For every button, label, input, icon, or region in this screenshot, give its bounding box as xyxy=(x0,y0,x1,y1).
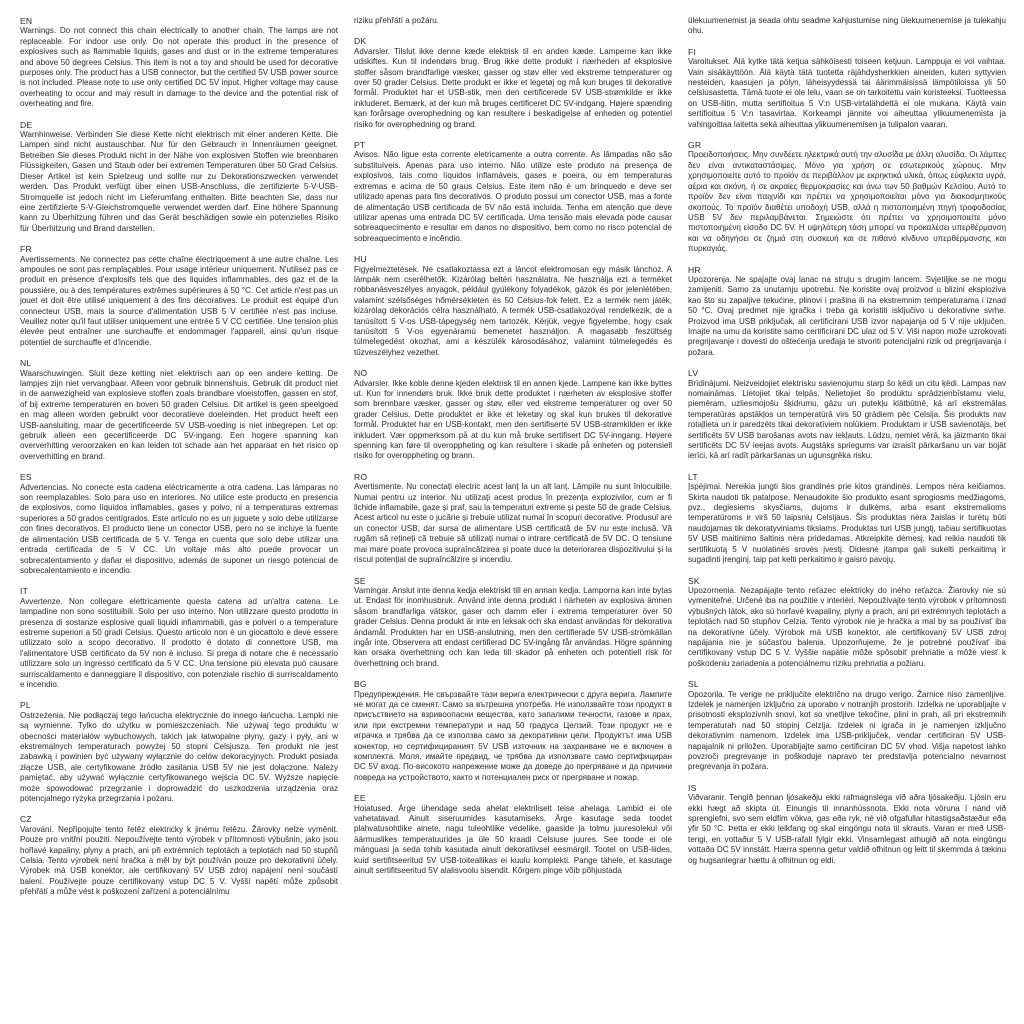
column-1 xyxy=(20,16,338,1016)
language-code: PT xyxy=(354,140,366,151)
warning-section-en xyxy=(20,16,338,110)
warning-text: Viðvaranir. Tengið þennan ljósakeðju ekki rafmagnslega við aðra ljósakeðju. Ljósin eru ekki hægt að skipta út. Einungis til innanhússnota. Ekki nota vöruna í nánd við sprengiefni, svo sem eldfim vökva, gas eða ryk, né við ofgafullar hitastigsaðstæður eða yfir 50 °C. Þetta er ekki leikfang og skal eingöngu nota til skrauts. Varan er með USB-tengi, en vottaður 5 V USB-rafall fylgir ekki. Vinsamlegast athugið að nota eingöngu vottaða DC 5V innstátt. Hærra spenna getur valdið ofhitnun og leitt til skemmda á tækinu og hugsanlegrar hættu á ofhitnun og eldi. xyxy=(688,793,1006,865)
language-code: DE xyxy=(20,119,33,130)
language-code: GR xyxy=(688,140,702,151)
warning-continuation xyxy=(354,16,672,26)
warning-section-de xyxy=(20,120,338,234)
warning-section-hu xyxy=(354,254,672,358)
language-code: NO xyxy=(354,368,368,379)
warning-text: Avertissements. Ne connectez pas cette chaîne électriquement à une autre chaîne. Les ampoules ne sont pas remplaçables. Pour usage intérieur uniquement. N'utilisez pas ce produit en présence d'explosifs tels que des liquides inflammables, des gaz et de la poussière, ou à des températures extrêmes supérieures à 50 °C. Cet article n'est pas un jouet et doit être utilisé uniquement à des fins décoratives. Le produit est équipé d'un connecteur USB, mais la source d'alimentation USB 5 V certifiée n'est pas incluse. Veuillez noter qu'il faut utiliser uniquement une entrée 5 V CC certifiée. Une tension plus élevée peut entraîner une surchauffe et endommager l'appareil, ainsi qu'un risque potentiel de surchauffe et d'incendie. xyxy=(20,254,338,347)
language-code: IS xyxy=(688,782,697,793)
warning-text: Advarsler. Ikke koble denne kjeden elektrisk til en annen kjede. Lampene kan ikke byttes ut. Kun for innendørs bruk. Ikke bruk dette produktet i nærheten av eksplosive stoffer som brennbare væsker, gasser og støv, eller ved ekstreme temperaturer og over 50 grader Celsius. Dette produktet er ikke et leketøy og skal kun brukes til dekorative formål. Produktet har en USB-kontakt, men den sertifiserte 5V USB-strømkilden er ikke inkludert. Vær oppmerksom på at du kun må bruke sertifisert DC 5V-inngang. Høyere spenning kan føre til overoppheting og kan resultere i skade på enheten og potensiell risiko for overoppheting og brann. xyxy=(354,378,672,461)
warning-section-sk xyxy=(688,576,1006,670)
warning-text: Avvertenze. Non collegare elettricamente questa catena ad un'altra catena. Le lampadine non sono sostituibili. Solo per uso interno. Non utilizzare questo prodotto in presenza di sostanze esplosive quali liquidi infiammabili, gas e polveri o a temperature estreme superiori a 50 gradi Celsius. Questo articolo non è un giocattolo e deve essere utilizzato solo a scopo decorativo. Il prodotto è dotato di connettore USB, ma l'alimentatore USB certificato da 5V non è incluso. Si prega di notare che è necessario utilizzare solo un ingresso certificato da 5 V CC. Una tensione più elevata può causare surriscaldamento e danneggiare il dispositivo, con potenziale rischio di surriscaldamento e incendio. xyxy=(20,596,338,689)
language-code: ES xyxy=(20,472,32,483)
language-code: DK xyxy=(354,36,367,47)
warning-text: Varningar. Anslut inte denna kedja elektriskt till en annan kedja. Lamporna kan inte bytas ut. Endast för inomhusbruk. Använd inte denna produkt i närheten av explosiva ämnen såsom brandfarliga vätskor, gaser och damm eller i extrema temperaturer över 50 grader Celsius. Denna produkt är inte en leksak och ska endast användas för dekorativa ändamål. Produkten har en USB-anslutning, men den certifierade 5V USB-strömkällan ingår inte. Observera att endast certifierad DC 5V-ingång får användas. Högre spänning kan orsaka överhettning och kan leda till skador på enheten och potentiell risk för överhettning och brand. xyxy=(354,585,672,668)
language-code: FI xyxy=(688,46,697,57)
warning-continuation xyxy=(688,16,1006,37)
column-3 xyxy=(688,16,1006,1016)
language-code: FR xyxy=(20,244,32,255)
warning-text: Warnhinweise. Verbinden Sie diese Kette nicht elektrisch mit einer anderen Kette. Die Lampen sind nicht austauschbar. Nur für den Gebrauch in Innenräumen geeignet. Betreiben Sie dieses Produkt nicht in der Nähe von explosiven Stoffen wie brennbaren Flüssigkeiten, Gasen und Staub oder bei extremen Temperaturen über 50 Grad Celsius. Dieser Artikel ist kein Spielzeug und sollte nur zu Dekorationszwecken verwendet werden. Das Produkt verfügt über einen USB-Anschluss, die zertifizierte 5-V-USB-Stromquelle ist jedoch nicht im Lieferumfang enthalten. Bitte beachten Sie, dass nur eine zertifizierte 5-V-Gleichstromquelle verwendet werden darf. Eine höhere Spannung kann zu Überhitzung führen und das Gerät beschädigen sowie ein potenzielles Risiko für Überhitzung und Brand darstellen. xyxy=(20,130,338,233)
warning-section-lt xyxy=(688,472,1006,566)
warning-text: Avertismente. Nu conectați electric acest lanț la un alt lanț. Lămpile nu sunt înlocuibile. Numai pentru uz interior. Nu utilizați acest produs în prezența explozivilor, cum ar fi lichide inflamabile, gaze și praf, sau la temperaturi extreme și peste 50 de grade Celsius. Acest articol nu este o jucărie și trebuie utilizat numai în scopuri decorative. Produsul are un conector USB, dar sursa de alimentare USB certificată de 5V nu este inclusă. Vă rugăm să rețineți că trebuie să utilizați numai o intrare certificată de 5V DC. O tensiune mai mare poate provoca supraîncălzirea și poate duce la deteriorarea dispozitivului și la riscul potențial de supraîncălzire și incendiu. xyxy=(354,482,672,565)
warning-section-cz xyxy=(20,814,338,897)
language-code: SK xyxy=(688,575,700,586)
warning-text: Brīdinājumi. Neizveidojiet elektrisku savienojumu starp šo ķēdi un citu ķēdi. Lampas nav nomaināmas. Lietojiet tikai telpās. Nelietojiet šo produktu sprādzienbīstamu vielu, piemēram, uzliesmojošu šķidrumu, gāzu un putekļu klātbūtnē, kā arī ekstremālas temperatūras apstākļos un temperatūrā virs 50 grādiem pēc Celsija. Šis produkts nav rotaļlieta un ir paredzēts tikai dekoratīviem nolūkiem. Produktam ir USB savienotājs, bet sertificēts 5V USB barošanas avots nav iekļauts. Lūdzu, ņemiet vērā, ka jāizmanto tikai sertificēts DC 5V ieejas avots. Augstāks spriegums var izraisīt pārkaršanu un var bojāt ierīci, kā arī radīt pārkaršanas un ugunsgrēka risku. xyxy=(688,378,1006,461)
warning-text: Ostrzeżenia. Nie podłączaj tego łańcucha elektrycznie do innego łańcucha. Lampki nie są wymienne. Tylko do użytku w pomieszczeniach. Nie używaj tego produktu w obecności materiałów wybuchowych, takich jak łatwopalne płyny, gazy i pyły, ani w ekstremalnych temperaturach powyżej 50 stopni Celsjusza. Ten produkt nie jest zabawką i powinien być używany wyłącznie do celów dekoracyjnych. Produkt posiada złącze USB, ale certyfikowane źródło zasilania USB 5V nie jest dołączone. Należy pamiętać, aby używać wyłącznie certyfikowanego wejścia DC 5V. Wyższe napięcie może spowodować przegrzanie i doprowadzić do uszkodzenia urządzenia oraz potencjalnego ryzyka przegrzania i pożaru. xyxy=(20,710,338,804)
warning-section-pt xyxy=(354,140,672,244)
language-code: LV xyxy=(688,368,699,379)
warning-text: Предупреждения. Не свързвайте тази верига електрически с друга верига. Лампите не могат да се сменят. Само за вътрешна употреба. Не използвайте този продукт в присъствието на взривоопасни вещества, като запалими течности, газове и прах, или при екстремни температури и над 50 градуса Целзий. Този продукт не е играчка и трябва да се използва само за декоративни цели. Продуктът има USB конектор, но сертифицираният 5V USB източник на захранване не е включен в комплекта. Моля, имайте предвид, че трябва да използвате само сертифициран DC 5V вход. По-високото напрежение може да доведе до прегряване и да причини повреда на устройството, както и потенциален риск от прегряване и пожар. xyxy=(354,689,672,782)
language-code: LT xyxy=(688,471,698,482)
warning-section-bg xyxy=(354,679,672,783)
warning-section-se xyxy=(354,576,672,670)
warning-section-lv xyxy=(688,368,1006,462)
warning-text: Figyelmeztetések. Ne csatlakoztassa ezt a láncot elektromosan egy másik lánchoz. A lámpák nem cserélhetők. Kizárólag beltéri használatra. Ne használja ezt a terméket robbanásveszélyes anyagok, például gyúlékony folyadékok, gázok és por jelenlétében, valamint szélsőséges hőmérsékleten és 50 Celsius-fok felett. Ez a termék nem játék, kizárólag dekorációs célra használható. A termék USB-csatlakozóval rendelkezik, de a tanúsított 5 V-os USB-tápegység nem tartozék. Kérjük, vegye figyelembe, hogy csak tanúsított 5 V-os egyenáramú bemenetet használjon. A magasabb feszültség túlmelegedést okozhat, ami a készülék károsodásához, valamint túlmelegedés és tűzveszélyhez vezethet. xyxy=(354,264,672,357)
warning-section-sl xyxy=(688,679,1006,773)
warning-section-hr xyxy=(688,265,1006,359)
warning-section-ee xyxy=(354,793,672,876)
warning-text: Warnings. Do not connect this chain electrically to another chain. The lamps are not replaceable. For indoor use only. Do not operate this product in the presence of explosives such as flammable liquids, gases and dust or in the extreme temperatures and above 50 degrees Celsius. This item is not a toy and should be used for decorative purposes only. The product has a USB connector, but the certified 5V USB power source is not included. Please note to use only certified DC 5V input. Higher voltage may cause overheating to occur and may result in damage to the device and the potential risk of overheating and fire. xyxy=(20,26,338,109)
warning-text: Varování. Nepřipojujte tento řetěz elektricky k jinému řetězu. Žárovky nelze vyměnit. Pouze pro vnitřní použití. Nepoužívejte tento výrobek v přítomnosti výbušnin, jako jsou hořlavé kapaliny, plyny a prach, ani při extrémních teplotách a teplotách nad 50 stupňů Celsia. Tento výrobek není hračka a měl by být používán pouze pro dekorativní účely. Výrobek má USB konektor, ale certifikovaný 5V USB zdroj napájení není součástí balení. Používejte pouze certifikovaný vstup DC 5 V. Vyšší napětí může způsobit přehřátí a může vést k poškození zařízení a potenciálnímu xyxy=(20,824,338,897)
warning-text: Opozorila. Te verige ne priključite električno na drugo verigo. Žarnice niso zamenljive. Izdelek je namenjen izključno za uporabo v notranjih prostorih. Izdelka ne uporabljajte v prisotnosti eksplozivnih snovi, kot so vnetljive tekočine, plini in prah, ali pri ekstremnih temperaturah nad 50 stopinj Celzija. Izdelek ni igrača in je namenjen izključno dekorativnim namenom. Izdelek ima USB-priključek, vendar certificiran 5V USB-napajalnik ni priložen. Uporabljajte samo certificiran DC 5V vhod. Višja napetost lahko povzroči pregrevanje in poškoduje napravo ter predstavlja potencialno nevarnost pregrevanja in požara. xyxy=(688,689,1006,772)
warning-text: Waarschuwingen. Sluit deze ketting niet elektrisch aan op een andere ketting. De lampjes zijn niet vervangbaar. Alleen voor gebruik binnenshuis. Gebruik dit product niet in de aanwezigheid van explosieve stoffen zoals brandbare vloeistoffen, gassen en stof, of bij extreme temperaturen en boven 50 graden Celsius. Dit artikel is geen speelgoed en mag alleen worden gebruikt voor decoratieve doeleinden. Het product heeft een USB-aansluiting, maar de gecertificeerde 5V USB-voeding is niet inbegrepen. Let op: gebruik alleen een gecertificeerde DC 5V-ingang. Een hogere spanning kan oververhitting veroorzaken en kan leiden tot schade aan het apparaat en het risico op oververhitting en brand. xyxy=(20,368,338,461)
warning-text: Προειδοποιήσεις. Μην συνδέετε ηλεκτρικά αυτή την αλυσίδα με άλλη αλυσίδα. Οι λάμπες δεν είναι αντικαταστάσιμες. Μόνο για χρήση σε εσωτερικούς χώρους. Μην χρησιμοποιείτε αυτό το προϊόν σε περιβάλλον με εκρηκτικά υλικά, όπως εύφλεκτα υγρά, αέρια και σκόνη, ή σε ακραίες θερμοκρασίες και άνω των 50 βαθμών Κελσίου. Αυτό το προϊόν δεν είναι παιχνίδι και πρέπει να χρησιμοποιείται μόνο για διακοσμητικούς σκοπούς. Το προϊόν διαθέτει υποδοχή USB, αλλά η πιστοποιημένη πηγή τροφοδοσίας USB 5V δεν περιλαμβάνεται. Σημειώστε ότι πρέπει να χρησιμοποιείτε μόνο πιστοποιημένη είσοδο DC 5V. Η υψηλότερη τάση μπορεί να προκαλέσει υπερθέρμανση και να οδηγήσει σε ζημιά στη συσκευή και σε πιθανό κίνδυνο υπερθέρμανσης και πυρκαγιάς. xyxy=(688,150,1006,254)
language-code: HU xyxy=(354,254,367,265)
language-code: RO xyxy=(354,471,368,482)
warning-section-is xyxy=(688,783,1006,866)
language-code: IT xyxy=(20,586,29,597)
warning-section-dk xyxy=(354,36,672,130)
warning-section-pl xyxy=(20,700,338,804)
warning-section-gr xyxy=(688,140,1006,254)
column-2 xyxy=(354,16,672,1016)
warning-section-nl xyxy=(20,358,338,462)
language-code: HR xyxy=(688,264,701,275)
warning-text: Varoitukset. Älä kytke tätä ketjua sähköisesti toiseen ketjuun. Lamppuja ei voi vaihtaa. Vain sisäkäyttöön. Älä käytä tätä tuotetta räjähdysherkkien aineiden, kuten syttyvien nesteiden, kaasujen ja pölyn, läheisyydessä tai äärimmäisissä lämpötiloissa yli 50 celsiusastetta. Tämä tuote ei ole lelu, vaan se on tarkoitettu vain koristeeksi. Tuotteessa on USB-liitin, mutta sertifioitua 5 V:n USB-virtalähdettä ei ole mukana. Käytä vain sertifioitua 5 V:n tasavirtaa. Korkeampi jännite voi aiheuttaa ylikuumenemista ja vahingoittaa laitetta sekä aiheuttaa ylikuumenemisen ja tulipalon vaaran. xyxy=(688,57,1006,129)
warning-section-it xyxy=(20,586,338,690)
warning-section-fr xyxy=(20,244,338,348)
language-code: EE xyxy=(354,793,366,804)
language-code: PL xyxy=(20,700,31,711)
warning-text: riziku přehřátí a požáru. xyxy=(354,16,440,25)
language-code: BG xyxy=(354,679,367,690)
warning-text: Hoiatused. Ärge ühendage seda ahelat elektriliselt teise ahelaga. Lambid ei ole vahetatavad. Ainult siseruumides kasutamiseks. Ärge kasutage seda toodet plahvatusohtlike ainete, nagu tuleohtlike vedelike, gaaside ja tolmu juuresolekul või äärmuslikes temperatuurides ja üle 50 kraadi Celsiuse juures. See toode ei ole mänguasi ja seda tohib kasutada ainult dekoratiivsel eesmärgil. Tootel on USB-liides, kuid sertifitseeritud 5V USB-toiteallikas ei kuulu komplekti. Pange tähele, et kasutage ainult sertifitseeritud 5V alalisvoolu sisendit. Kõrgem pinge võib põhjustada xyxy=(354,803,672,876)
warning-text: ülekuumenemist ja seada ohtu seadme kahjustumise ning ülekuumenemise ja tulekahju ohu. xyxy=(688,16,1006,36)
language-code: EN xyxy=(20,16,33,26)
warning-section-no xyxy=(354,368,672,462)
warning-section-es xyxy=(20,472,338,576)
warning-text: Įspėjimai. Nereikia jungti šios grandinės prie kitos grandinės. Lempos nėra keičiamos. Skirta naudoti tik patalpose. Nenaudokite šio produkto esant sprogiosms medžiagoms, pvz., degiesiems skysčiams, dujoms ir dulkėms, arba esant ekstremalioms temperatūroms ir virš 50 laipsnių Celsijaus. Šis produktas nėra žaislas ir turėtų būti naudojamas tik dekoratyviniams tikslams. Produktas turi USB jungtį, tačiau sertifikuotas 5V USB maitinimo šaltinis nėra pridedamas. Atkreipkite dėmesį, kad reikia naudoti tik sertifikuotą 5 V nuolatinės srovės įvestį. Didesnė įtampa gali sukelti perkaitimą ir sugadinti įrenginį, taip pat kelti perkaitimo ir gaisro pavojų. xyxy=(688,482,1006,565)
warning-section-fi xyxy=(688,47,1006,130)
warning-text: Upozornenia. Nezapájajte tento reťazec elektricky do iného reťazca. Žiarovky nie sú vymeniteľné. Určené iba na použitie v interiéri. Nepoužívajte tento výrobok v prítomnosti výbušných látok, ako sú horľavé kvapaliny, plyny a prach, ani pri extrémnych teplotách a teplotách nad 50 stupňov Celzia. Tento výrobok nie je hračka a mal by sa používať iba na dekoratívne účely. Výrobok má USB konektor, ale certifikovaný 5V USB zdroj napájania nie je súčasťou balenia. Upozorňujeme, že je potrebné používať iba certifikovaný vstup DC 5 V. Vyššie napätie môže spôsobiť prehriatie a môže viesť k poškodeniu zariadenia a potenciálnemu riziku prehriatia a požiaru. xyxy=(688,585,1006,668)
language-code: SE xyxy=(354,575,366,586)
warning-text: Advarsler. Tilslut ikke denne kæde elektrisk til en anden kæde. Lamperne kan ikke udskiftes. Kun til indendørs brug. Brug ikke dette produkt i nærheden af eksplosive stoffer såsom brandfarlige væsker, gasser og støv eller ved ekstreme temperaturer og over 50 grader Celsius. Dette produkt er ikke et legetøj og må kun bruges til dekorative formål. Produktet har et USB-stik, men den certificerede 5V USB-strømkilde er ikke inkluderet. Bemærk, at der kun må bruges certificeret DC 5V-indgang. Højere spænding kan forårsage overophedning og kan resultere i beskadigelse af enheden og potentiel risiko for overophedning og brand. xyxy=(354,46,672,129)
language-code: NL xyxy=(20,358,32,369)
language-code: SL xyxy=(688,679,699,690)
warning-section-ro xyxy=(354,472,672,566)
warning-text: Avisos. Não ligue esta corrente eletricamente a outra corrente. As lâmpadas não são substituíveis. Apenas para uso interno. Não utilize este produto na presença de explosivos, tais como líquidos inflamáveis, gases e poeira, ou em temperaturas extremas e acima de 50 graus Celsius. Este item não é um brinquedo e deve ser utilizado apenas para fins decorativos. O produto possui um conector USB, mas a fonte de alimentação USB certificada de 5V não está incluída. Tenha em atenção que deve utilizar apenas uma entrada DC 5V certificada. Uma tensão mais elevada pode causar sobreaquecimento e resultar em danos no dispositivo, bem como no risco potencial de sobreaquecimento e incêndio. xyxy=(354,150,672,243)
warning-text: Upozorenja. Ne spajajte ovaj lanac na struju s drugim lancem. Svjetiljke se ne mogu zamijeniti. Samo za unutarnju upotrebu. Ne koristite ovaj proizvod u blizini eksploziva kao što su zapaljive tekućine, plinovi i prašina ili na ekstremnim temperaturama i iznad 50 °C. Ovaj predmet nije igračka i treba ga koristiti isključivo u dekorativne svrhe. Proizvod ima USB priključak, ali certificirani USB izvor napajanja od 5 V nije uključen. Imajte na umu da koristite samo certificirani DC ulaz od 5 V. Viši napon može uzrokovati pregrijavanje i dovesti do oštećenja uređaja te stvoriti potencijalni rizik od pregrijavanja i požara. xyxy=(688,274,1006,357)
language-code: CZ xyxy=(20,814,32,825)
warning-text: Advertencias. No conecte esta cadena eléctricamente a otra cadena. Las lámparas no son reemplazables. Solo para uso en interiores. No utilice este producto en presencia de explosivos, como líquidos inflamables, gases y polvo, ni a temperaturas extremas superiores a 50 grados centígrados. Este artículo no es un juguete y solo debe utilizarse con fines decorativos. El producto tiene un conector USB, pero no se incluye la fuente de alimentación USB certificada de 5 V. Tenga en cuenta que solo debe utilizar una entrada certificada de 5 V CC. Un voltaje más alto puede provocar un sobrecalentamiento y dañar el dispositivo, además de suponer un riesgo potencial de sobrecalentamiento e incendio. xyxy=(20,482,338,575)
